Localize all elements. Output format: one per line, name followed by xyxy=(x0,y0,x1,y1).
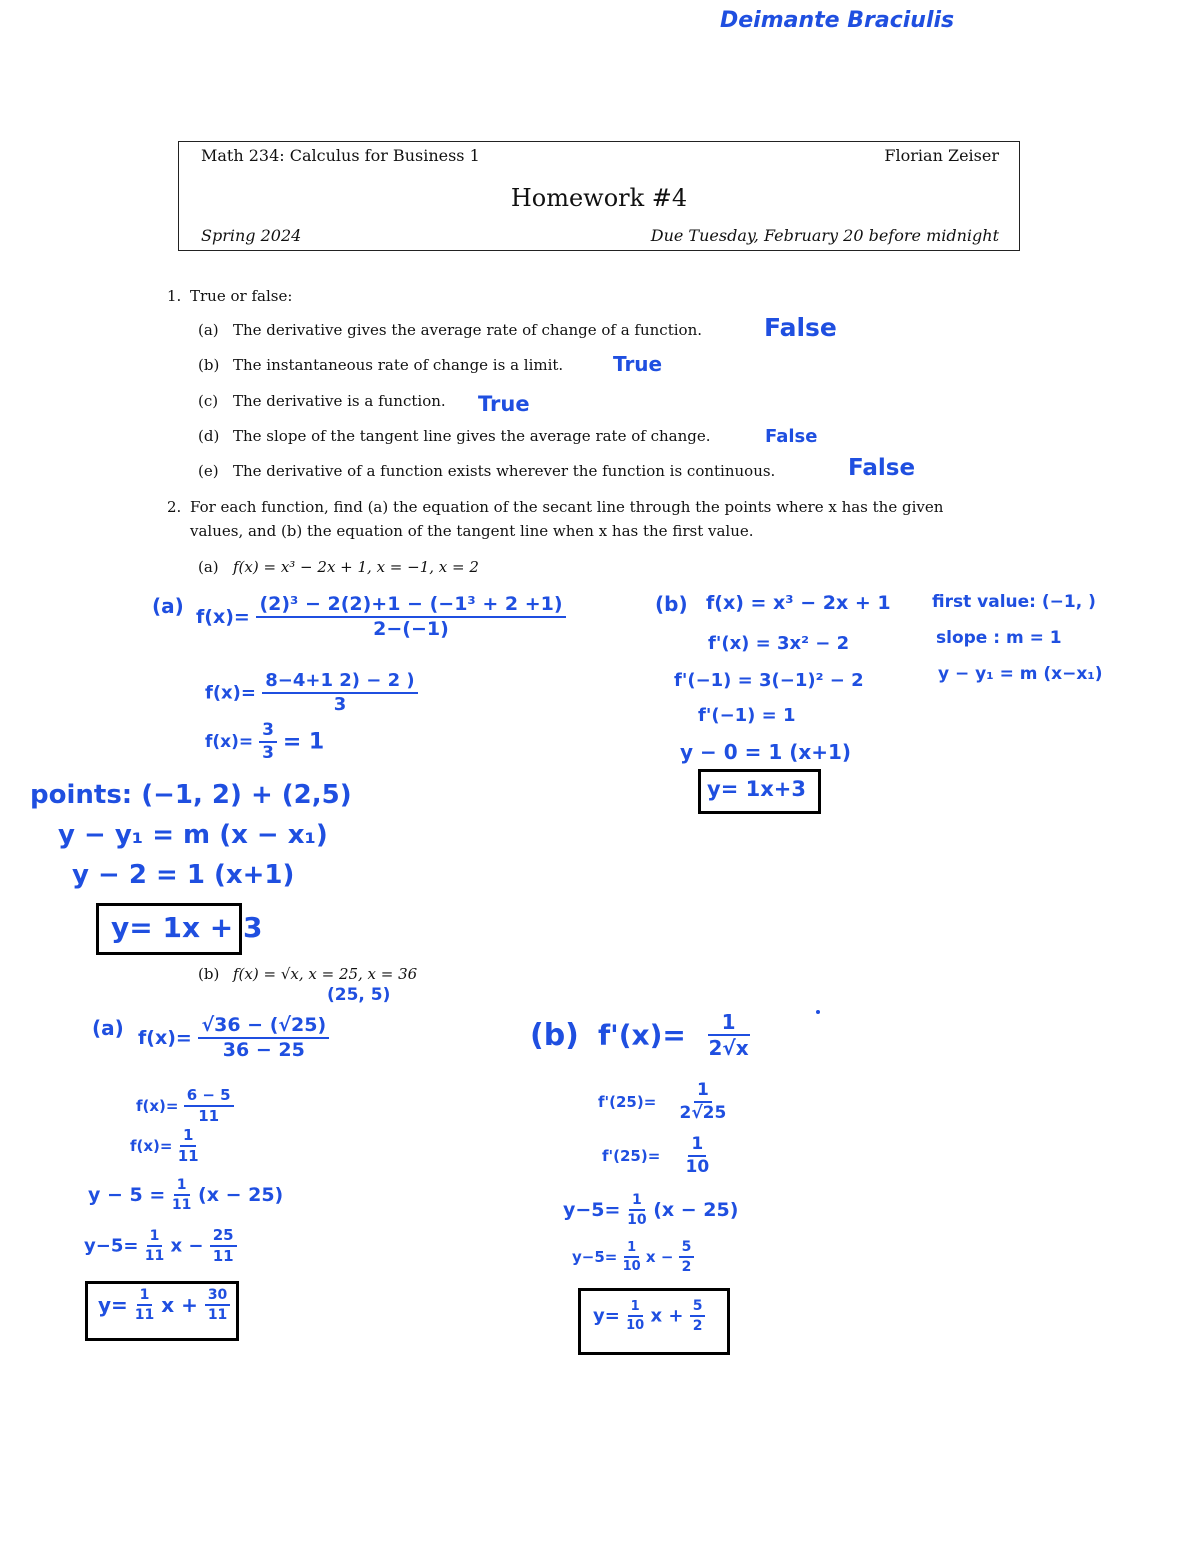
q2a-l3-num: 3 xyxy=(259,722,277,743)
q2b-work-a-line3 xyxy=(130,1128,199,1164)
q1b-answer: True xyxy=(613,352,663,376)
q1e-label: (e) xyxy=(198,462,219,480)
q2-prompt-line2: values, and (b) the equation of the tangent line when x has the first value. xyxy=(190,522,754,540)
q2b-b-l1-den: 2√x xyxy=(708,1036,749,1060)
q2a-side-note-formula: y − y₁ = m (x−x₁) xyxy=(938,664,1103,684)
q2a-l2-num: 8−4+1 2) − 2 ) xyxy=(262,672,417,694)
instructor-name: Florian Zeiser xyxy=(884,146,999,165)
q2b-b-l1-num: 1 xyxy=(708,1012,750,1036)
q1e-answer: False xyxy=(848,455,916,481)
q2b-ans-b-mid: x + xyxy=(650,1305,684,1327)
q2a-secant-answer-box xyxy=(96,903,263,955)
q2b-b-l5-mid: x − xyxy=(645,1248,674,1266)
q2b-b-l4-fraction xyxy=(627,1193,646,1227)
q2b-secant-answer xyxy=(98,1288,230,1322)
q2b-b-l4-den: 10 xyxy=(627,1212,647,1228)
q2b-l4-lhs: y − 5 = xyxy=(88,1184,166,1206)
q2a-work-b-line5: y − 0 = 1 (x+1) xyxy=(680,740,852,764)
q2b-b-l2-lhs: f'(25)= xyxy=(598,1093,657,1111)
q2a-point-slope: y − 2 = 1 (x+1) xyxy=(72,860,295,890)
q1d-label: (d) xyxy=(198,427,220,445)
q1c-answer: True xyxy=(478,392,530,416)
q2b-b-l4-rhs: (x − 25) xyxy=(653,1199,739,1221)
q2b-b-l3-den: 10 xyxy=(685,1157,710,1177)
q2b-ans-b-fraction xyxy=(626,1300,644,1332)
q1c-label: (c) xyxy=(198,392,219,410)
q1b-text: The instantaneous rate of change is a limit. xyxy=(233,356,564,374)
q2b-l5-lhs: y−5= xyxy=(84,1235,139,1257)
q2b-l5-fraction xyxy=(145,1229,164,1263)
q2a-l1-den: 2−(−1) xyxy=(373,618,449,640)
q2b-tangent-answer-box xyxy=(578,1288,730,1355)
q2a-label: (a) xyxy=(198,558,219,576)
q2a-l2-den: 3 xyxy=(333,694,347,715)
q1d-answer: False xyxy=(765,426,818,447)
q2a-secant-answer: y= 1x + 3 xyxy=(111,911,263,944)
q2a-work-b-tag: (b) xyxy=(655,592,688,616)
q2b-l5-den2: 11 xyxy=(212,1247,234,1265)
q2b-l3-fraction xyxy=(178,1128,199,1164)
homework-header xyxy=(178,141,1020,251)
q2b-b-l5-fraction2 xyxy=(679,1240,695,1274)
q2b-l4-rhs: (x − 25) xyxy=(198,1184,284,1206)
q2a-work-b-line2: f'(x) = 3x² − 2 xyxy=(708,633,850,654)
q2a-work-a-line3 xyxy=(205,722,324,762)
q1d-text: The slope of the tangent line gives the average rate of change. xyxy=(233,427,711,445)
q2b-ans-b-num: 1 xyxy=(628,1300,643,1317)
q2b-l3-lhs: f(x)= xyxy=(130,1137,173,1155)
q2b-l2-den: 11 xyxy=(198,1107,220,1125)
q2a-l3-fraction xyxy=(259,722,277,762)
q2b-b-l1-fraction xyxy=(708,1012,750,1058)
q2a-work-a-line1 xyxy=(196,595,566,639)
q2b-work-a-line2 xyxy=(136,1088,234,1124)
q2b-ans-b-lhs: y= xyxy=(593,1305,620,1327)
q1a-answer: False xyxy=(764,313,837,342)
q1c-text: The derivative is a function. xyxy=(233,392,446,410)
q2b-b-l2-den: 2√25 xyxy=(679,1103,727,1123)
q2b-work-b-tag: (b) xyxy=(530,1018,579,1053)
q2b-l5-num2: 25 xyxy=(210,1228,237,1247)
q2b-work-a-line5 xyxy=(84,1228,237,1264)
q2b-b-l2-fraction xyxy=(680,1082,727,1122)
q2b-l1-den: 36 − 25 xyxy=(222,1039,305,1061)
q2a-l3-rhs: = 1 xyxy=(282,729,325,755)
q2b-work-b-line1 xyxy=(598,1012,750,1058)
q2b-ans-a-mid: x + xyxy=(161,1293,198,1317)
course-name: Math 234: Calculus for Business 1 xyxy=(201,146,480,165)
q2a-work-a-line2 xyxy=(205,672,418,714)
q2b-ans-a-fraction2 xyxy=(205,1288,230,1322)
q2b-ans-a-num2: 30 xyxy=(205,1288,230,1306)
q2b-l2-num: 6 − 5 xyxy=(184,1088,234,1107)
q2b-work-a-tag: (a) xyxy=(92,1016,124,1040)
q2a-l3-den: 3 xyxy=(262,743,274,763)
q2-number: 2. xyxy=(167,498,182,516)
q2b-statement: f(x) = √x, x = 25, x = 36 xyxy=(233,965,418,983)
page-title: Homework #4 xyxy=(510,184,688,212)
q2b-ans-a-fraction xyxy=(135,1288,154,1322)
q2a-statement: f(x) = x³ − 2x + 1, x = −1, x = 2 xyxy=(233,558,479,576)
q2b-b-l5-den: 10 xyxy=(622,1259,641,1274)
q2b-b-l3-lhs: f'(25)= xyxy=(602,1147,661,1165)
q2b-tangent-answer xyxy=(593,1299,705,1333)
q1-prompt: True or false: xyxy=(190,287,293,305)
q2b-label: (b) xyxy=(198,965,220,983)
q2b-b-l4-lhs: y−5= xyxy=(563,1199,621,1221)
q2b-b-l5-fraction xyxy=(623,1241,641,1273)
q2b-work-b-line5 xyxy=(572,1240,694,1274)
q2b-ans-b-fraction2 xyxy=(690,1299,706,1333)
q1e-text: The derivative of a function exists wherever the function is continuous. xyxy=(233,462,776,480)
q2b-l2-fraction xyxy=(184,1088,234,1124)
q2a-points: points: (−1, 2) + (2,5) xyxy=(30,780,352,810)
q2-prompt-line1: For each function, find (a) the equation of the secant line through the points where x has the given xyxy=(190,498,944,516)
q2b-b-l5-den2: 2 xyxy=(681,1259,692,1275)
q2a-work-b-line3: f'(−1) = 3(−1)² − 2 xyxy=(674,670,864,691)
q2b-l1-num: √36 − (√25) xyxy=(198,1016,329,1039)
q2a-work-b-line4: f'(−1) = 1 xyxy=(698,705,796,726)
q2b-l5-fraction2 xyxy=(210,1228,237,1264)
q1b-label: (b) xyxy=(198,356,220,374)
q2b-ans-b-num2: 5 xyxy=(690,1299,706,1317)
q2a-side-note-first-value: first value: (−1, ) xyxy=(932,592,1096,612)
q2b-work-b-line4 xyxy=(563,1193,738,1227)
q2b-b-l4-num: 1 xyxy=(629,1193,645,1211)
q2b-ans-a-den: 11 xyxy=(134,1307,155,1323)
q2a-l2-fraction xyxy=(262,672,417,714)
q2b-l5-den: 11 xyxy=(144,1248,165,1264)
q2a-l1-num: (2)³ − 2(2)+1 − (−1³ + 2 +1) xyxy=(256,595,565,618)
student-signature: Deimante Braciulis xyxy=(720,8,955,33)
q1-number: 1. xyxy=(167,287,182,305)
q2a-tangent-answer: y= 1x+3 xyxy=(707,777,806,801)
q2b-work-a-line1 xyxy=(138,1016,329,1060)
q2a-l1-lhs: f(x)= xyxy=(196,606,250,628)
q2b-b-l5-num: 1 xyxy=(624,1241,639,1258)
term-label: Spring 2024 xyxy=(201,226,302,245)
q2b-b-l3-num: 1 xyxy=(688,1136,706,1157)
q2a-work-a-tag: (a) xyxy=(152,594,184,618)
q2a-l3-lhs: f(x)= xyxy=(205,732,254,752)
q2a-point-slope-general: y − y₁ = m (x − x₁) xyxy=(58,820,328,850)
q2b-b-l3-fraction xyxy=(686,1136,710,1176)
q2b-l4-fraction xyxy=(172,1178,191,1212)
q2b-ans-a-den2: 11 xyxy=(207,1307,228,1323)
q2b-ans-b-den2: 2 xyxy=(692,1318,703,1334)
q2b-secant-answer-box xyxy=(85,1281,239,1341)
q2b-work-b-line3 xyxy=(602,1136,709,1176)
q2b-l4-den: 11 xyxy=(171,1197,192,1213)
q2a-l2-lhs: f(x)= xyxy=(205,682,256,704)
q2b-ans-a-lhs: y= xyxy=(98,1293,128,1317)
q2b-l1-lhs: f(x)= xyxy=(138,1027,192,1049)
q2b-b-l5-lhs: y−5= xyxy=(572,1248,618,1266)
q2b-ans-a-num: 1 xyxy=(137,1288,153,1306)
q2b-point-note: (25, 5) xyxy=(327,985,391,1005)
q2b-b-l1-lhs: f'(x)= xyxy=(598,1018,686,1052)
q2b-l5-mid: x − xyxy=(170,1235,204,1257)
q2a-l1-fraction xyxy=(256,595,565,639)
q2b-l2-lhs: f(x)= xyxy=(136,1097,179,1115)
q2b-ans-b-den: 10 xyxy=(626,1318,645,1333)
q2b-l5-num: 1 xyxy=(147,1229,163,1247)
q2a-tangent-answer-box xyxy=(698,769,821,814)
q2b-l3-num: 1 xyxy=(180,1128,196,1147)
q1a-text: The derivative gives the average rate of change of a function. xyxy=(233,321,702,339)
q2b-b-l2-num: 1 xyxy=(694,1082,712,1103)
q2b-work-b-line2 xyxy=(598,1082,726,1122)
q2b-b-l5-num2: 5 xyxy=(679,1240,695,1258)
q2b-l4-num: 1 xyxy=(174,1178,190,1196)
q1a-label: (a) xyxy=(198,321,219,339)
q2b-l3-den: 11 xyxy=(177,1147,199,1165)
q2a-work-b-line1: f(x) = x³ − 2x + 1 xyxy=(706,592,891,614)
q2a-side-note-slope: slope : m = 1 xyxy=(936,628,1062,648)
pen-dot xyxy=(816,1010,820,1014)
due-date: Due Tuesday, February 20 before midnight xyxy=(650,226,999,245)
q2b-work-a-line4 xyxy=(88,1178,283,1212)
q2b-l1-fraction xyxy=(198,1016,329,1060)
